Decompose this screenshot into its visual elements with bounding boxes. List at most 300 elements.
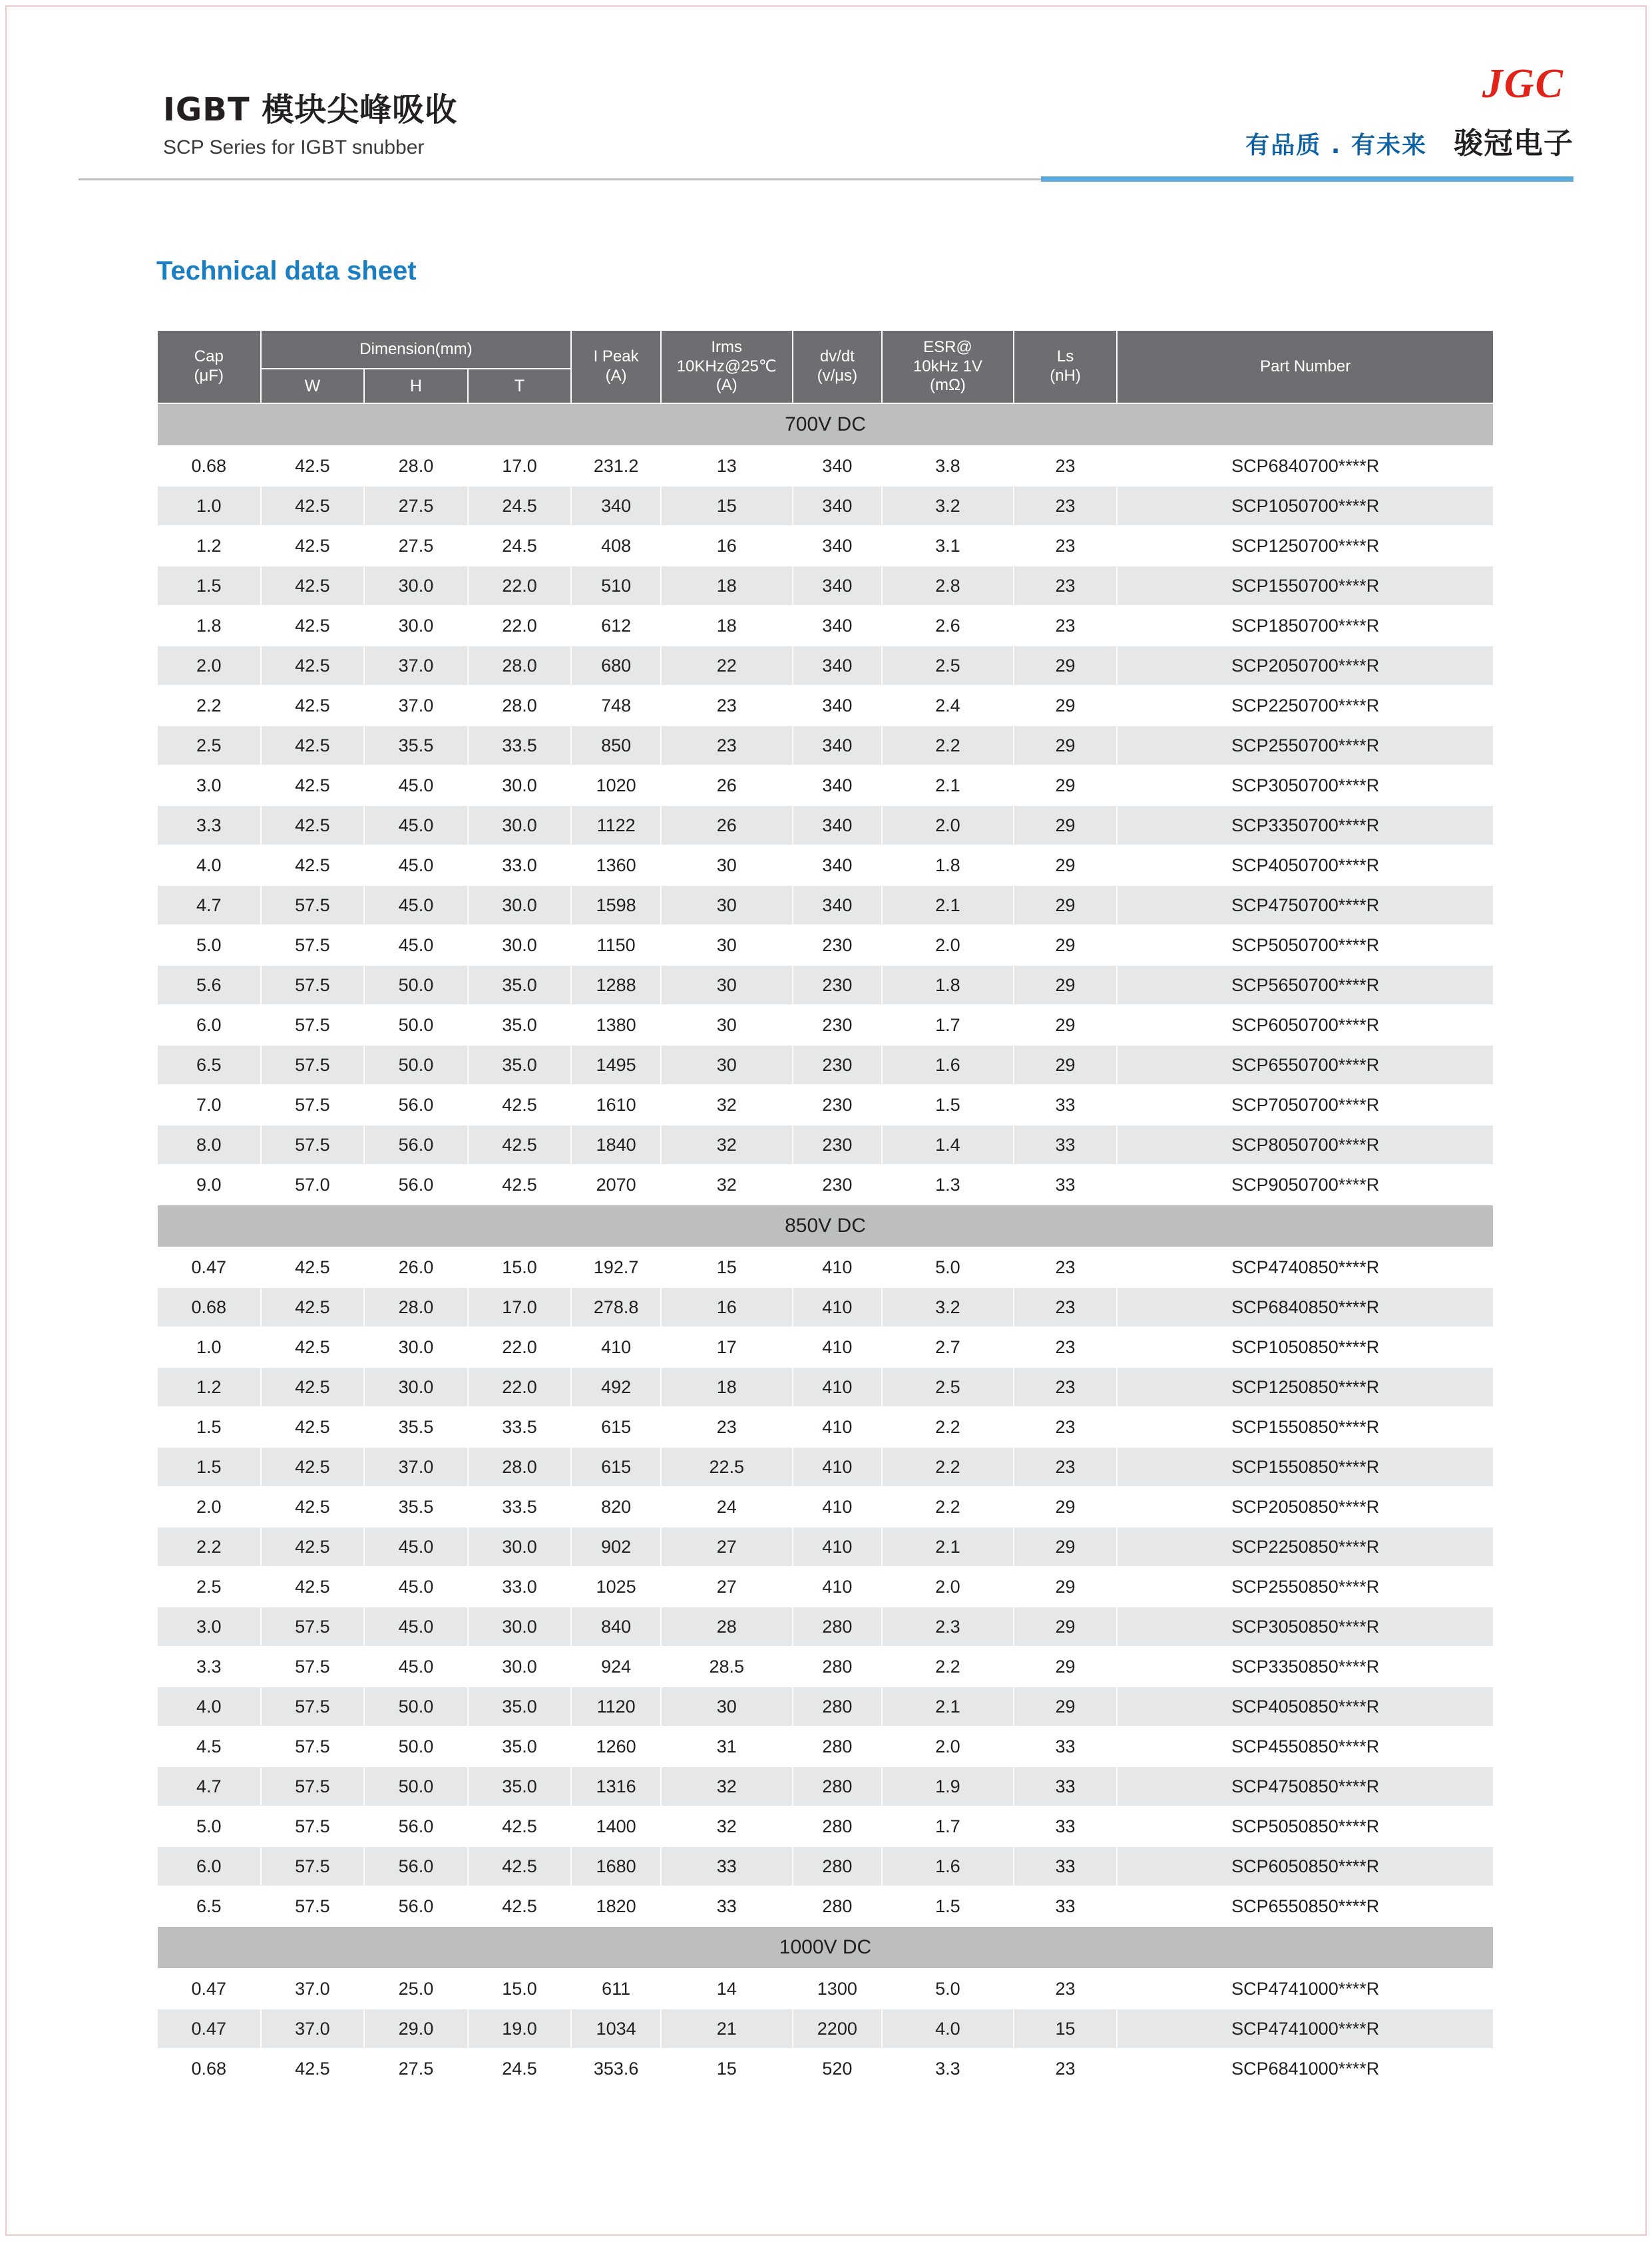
- table-row: [157, 606, 1494, 646]
- header-irms: [661, 330, 793, 403]
- table-row: [157, 446, 1494, 486]
- header-ls-line2: (nH): [1050, 367, 1081, 385]
- cell-ipeak: 611: [571, 1969, 661, 2009]
- header-dvdt: [793, 330, 883, 403]
- cell-ls: 29: [1014, 805, 1118, 845]
- cell-esr: 1.8: [882, 965, 1014, 1005]
- cell-ipeak: 1316: [571, 1766, 661, 1806]
- cell-esr: 2.2: [882, 1647, 1014, 1687]
- table-row: [157, 845, 1494, 885]
- cell-thickness: 42.5: [468, 1125, 572, 1165]
- cell-width: 42.5: [261, 566, 365, 606]
- cell-ls: 15: [1014, 2009, 1118, 2049]
- header-height: H: [364, 369, 468, 403]
- cell-part-number: SCP4750700****R: [1117, 885, 1494, 925]
- cell-cap: 6.0: [157, 1005, 261, 1045]
- cell-height: 37.0: [364, 1447, 468, 1487]
- cell-height: 37.0: [364, 646, 468, 686]
- cell-ls: 23: [1014, 566, 1118, 606]
- cell-ipeak: 840: [571, 1607, 661, 1647]
- table-row: [157, 1327, 1494, 1367]
- cell-cap: 3.3: [157, 1647, 261, 1687]
- cell-ls: 29: [1014, 1647, 1118, 1687]
- cell-irms: 32: [661, 1125, 793, 1165]
- cell-ls: 23: [1014, 1969, 1118, 2009]
- cell-cap: 0.68: [157, 446, 261, 486]
- cell-esr: 2.2: [882, 1487, 1014, 1527]
- cell-irms: 23: [661, 1407, 793, 1447]
- cell-dvdt: 340: [793, 566, 883, 606]
- cell-ipeak: 278.8: [571, 1287, 661, 1327]
- cell-cap: 5.6: [157, 965, 261, 1005]
- cell-height: 50.0: [364, 1766, 468, 1806]
- cell-ipeak: 1840: [571, 1125, 661, 1165]
- cell-dvdt: 410: [793, 1367, 883, 1407]
- cell-irms: 32: [661, 1806, 793, 1846]
- cell-height: 29.0: [364, 2009, 468, 2049]
- cell-part-number: SCP1050850****R: [1117, 1327, 1494, 1367]
- cell-dvdt: 410: [793, 1407, 883, 1447]
- cell-part-number: SCP5050700****R: [1117, 925, 1494, 965]
- cell-cap: 1.2: [157, 1367, 261, 1407]
- table-row: [157, 646, 1494, 686]
- cell-dvdt: 230: [793, 965, 883, 1005]
- cell-cap: 6.0: [157, 1846, 261, 1886]
- cell-esr: 2.4: [882, 686, 1014, 725]
- cell-esr: 1.3: [882, 1165, 1014, 1205]
- cell-irms: 21: [661, 2009, 793, 2049]
- cell-thickness: 35.0: [468, 1045, 572, 1085]
- cell-part-number: SCP3350700****R: [1117, 805, 1494, 845]
- cell-height: 56.0: [364, 1165, 468, 1205]
- header-ipeak: [571, 330, 661, 403]
- cell-part-number: SCP5650700****R: [1117, 965, 1494, 1005]
- table-row: [157, 1287, 1494, 1327]
- cell-ls: 23: [1014, 486, 1118, 526]
- cell-thickness: 30.0: [468, 765, 572, 805]
- cell-thickness: 22.0: [468, 1367, 572, 1407]
- cell-irms: 18: [661, 606, 793, 646]
- cell-part-number: SCP2550850****R: [1117, 1567, 1494, 1607]
- cell-height: 50.0: [364, 965, 468, 1005]
- cell-ls: 29: [1014, 1005, 1118, 1045]
- cell-cap: 1.2: [157, 526, 261, 566]
- header-dimension: Dimension(mm): [261, 330, 572, 369]
- table-row: [157, 2049, 1494, 2089]
- cell-thickness: 42.5: [468, 1085, 572, 1125]
- document-title-en: SCP Series for IGBT snubber: [163, 136, 425, 159]
- cell-part-number: SCP2250700****R: [1117, 686, 1494, 725]
- cell-cap: 2.0: [157, 1487, 261, 1527]
- cell-height: 28.0: [364, 1287, 468, 1327]
- cell-height: 30.0: [364, 1327, 468, 1367]
- cell-irms: 32: [661, 1766, 793, 1806]
- cell-part-number: SCP1250850****R: [1117, 1367, 1494, 1407]
- cell-part-number: SCP1550700****R: [1117, 566, 1494, 606]
- cell-dvdt: 280: [793, 1886, 883, 1926]
- cell-ipeak: 231.2: [571, 446, 661, 486]
- table-row: [157, 686, 1494, 725]
- cell-thickness: 22.0: [468, 606, 572, 646]
- cell-esr: 2.1: [882, 1527, 1014, 1567]
- cell-part-number: SCP9050700****R: [1117, 1165, 1494, 1205]
- cell-ls: 33: [1014, 1165, 1118, 1205]
- cell-width: 42.5: [261, 1367, 365, 1407]
- cell-irms: 23: [661, 725, 793, 765]
- cell-ls: 33: [1014, 1085, 1118, 1125]
- cell-thickness: 33.5: [468, 1407, 572, 1447]
- cell-ls: 29: [1014, 765, 1118, 805]
- cell-dvdt: 340: [793, 686, 883, 725]
- cell-ipeak: 410: [571, 1327, 661, 1367]
- cell-ipeak: 902: [571, 1527, 661, 1567]
- cell-esr: 3.1: [882, 526, 1014, 566]
- cell-cap: 6.5: [157, 1045, 261, 1085]
- cell-height: 35.5: [364, 1407, 468, 1447]
- cell-part-number: SCP1050700****R: [1117, 486, 1494, 526]
- cell-ipeak: 1288: [571, 965, 661, 1005]
- cell-width: 37.0: [261, 2009, 365, 2049]
- cell-dvdt: 340: [793, 885, 883, 925]
- cell-esr: 2.1: [882, 765, 1014, 805]
- cell-dvdt: 280: [793, 1806, 883, 1846]
- cell-width: 57.5: [261, 1886, 365, 1926]
- cell-irms: 14: [661, 1969, 793, 2009]
- cell-width: 42.5: [261, 1287, 365, 1327]
- section-title: Technical data sheet: [156, 256, 417, 286]
- voltage-band-label: 1000V DC: [157, 1926, 1494, 1969]
- header-ls: [1014, 330, 1118, 403]
- document-title-cn: IGBT 模块尖峰吸收: [163, 91, 458, 128]
- cell-width: 57.5: [261, 1045, 365, 1085]
- cell-ls: 29: [1014, 845, 1118, 885]
- cell-height: 56.0: [364, 1806, 468, 1846]
- cell-width: 57.5: [261, 965, 365, 1005]
- cell-esr: 1.6: [882, 1045, 1014, 1085]
- cell-dvdt: 2200: [793, 2009, 883, 2049]
- cell-cap: 3.0: [157, 765, 261, 805]
- cell-ls: 23: [1014, 1247, 1118, 1287]
- cell-esr: 1.7: [882, 1005, 1014, 1045]
- cell-width: 42.5: [261, 486, 365, 526]
- cell-ls: 29: [1014, 1487, 1118, 1527]
- cell-thickness: 42.5: [468, 1806, 572, 1846]
- cell-cap: 3.3: [157, 805, 261, 845]
- voltage-band-row: [157, 1926, 1494, 1969]
- cell-dvdt: 1300: [793, 1969, 883, 2009]
- cell-part-number: SCP1550850****R: [1117, 1407, 1494, 1447]
- table-header-row-1: [157, 330, 1494, 369]
- cell-thickness: 30.0: [468, 1527, 572, 1567]
- cell-dvdt: 340: [793, 805, 883, 845]
- cell-irms: 15: [661, 486, 793, 526]
- cell-dvdt: 230: [793, 925, 883, 965]
- cell-width: 57.5: [261, 1607, 365, 1647]
- cell-ipeak: 820: [571, 1487, 661, 1527]
- cell-part-number: SCP2050850****R: [1117, 1487, 1494, 1527]
- cell-cap: 5.0: [157, 925, 261, 965]
- cell-ipeak: 408: [571, 526, 661, 566]
- cell-dvdt: 340: [793, 845, 883, 885]
- cell-ls: 29: [1014, 1527, 1118, 1567]
- cell-esr: 2.0: [882, 925, 1014, 965]
- cell-cap: 4.7: [157, 1766, 261, 1806]
- cell-part-number: SCP6050850****R: [1117, 1846, 1494, 1886]
- cell-thickness: 42.5: [468, 1846, 572, 1886]
- cell-width: 57.5: [261, 1846, 365, 1886]
- cell-part-number: SCP4740850****R: [1117, 1247, 1494, 1287]
- cell-esr: 2.8: [882, 566, 1014, 606]
- cell-thickness: 30.0: [468, 805, 572, 845]
- cell-height: 45.0: [364, 885, 468, 925]
- table-row: [157, 1886, 1494, 1926]
- table-row: [157, 526, 1494, 566]
- cell-irms: 16: [661, 526, 793, 566]
- cell-esr: 1.6: [882, 1846, 1014, 1886]
- cell-esr: 2.6: [882, 606, 1014, 646]
- cell-width: 57.5: [261, 1806, 365, 1846]
- cell-ipeak: 680: [571, 646, 661, 686]
- cell-dvdt: 410: [793, 1487, 883, 1527]
- cell-thickness: 33.0: [468, 845, 572, 885]
- cell-cap: 1.5: [157, 1407, 261, 1447]
- company-name-cn: 骏冠电子: [1454, 126, 1573, 160]
- cell-ipeak: 1020: [571, 765, 661, 805]
- cell-irms: 30: [661, 845, 793, 885]
- cell-ipeak: 492: [571, 1367, 661, 1407]
- cell-thickness: 35.0: [468, 1727, 572, 1766]
- cell-thickness: 42.5: [468, 1886, 572, 1926]
- table-row: [157, 925, 1494, 965]
- cell-ls: 23: [1014, 606, 1118, 646]
- cell-part-number: SCP4741000****R: [1117, 1969, 1494, 2009]
- cell-height: 50.0: [364, 1005, 468, 1045]
- cell-ls: 33: [1014, 1766, 1118, 1806]
- cell-dvdt: 340: [793, 526, 883, 566]
- header-ipeak-line2: (A): [605, 367, 627, 385]
- cell-cap: 1.8: [157, 606, 261, 646]
- cell-irms: 15: [661, 2049, 793, 2089]
- cell-irms: 26: [661, 765, 793, 805]
- cell-thickness: 30.0: [468, 885, 572, 925]
- cell-ls: 29: [1014, 965, 1118, 1005]
- cell-part-number: SCP7050700****R: [1117, 1085, 1494, 1125]
- cell-height: 45.0: [364, 805, 468, 845]
- cell-thickness: 33.5: [468, 725, 572, 765]
- table-row: [157, 765, 1494, 805]
- header-width: W: [261, 369, 365, 403]
- cell-height: 50.0: [364, 1727, 468, 1766]
- cell-ipeak: 1025: [571, 1567, 661, 1607]
- cell-ipeak: 1122: [571, 805, 661, 845]
- cell-height: 45.0: [364, 1527, 468, 1567]
- cell-width: 42.5: [261, 1487, 365, 1527]
- header-irms-line1: Irms: [711, 337, 743, 356]
- cell-dvdt: 340: [793, 725, 883, 765]
- table-row: [157, 805, 1494, 845]
- cell-part-number: SCP4741000****R: [1117, 2009, 1494, 2049]
- cell-esr: 3.2: [882, 486, 1014, 526]
- technical-data-table: [156, 329, 1494, 2089]
- cell-cap: 4.5: [157, 1727, 261, 1766]
- cell-ipeak: 850: [571, 725, 661, 765]
- cell-thickness: 22.0: [468, 566, 572, 606]
- cell-esr: 2.1: [882, 885, 1014, 925]
- cell-height: 26.0: [364, 1247, 468, 1287]
- cell-thickness: 17.0: [468, 1287, 572, 1327]
- cell-ls: 23: [1014, 1327, 1118, 1367]
- cell-esr: 3.2: [882, 1287, 1014, 1327]
- cell-thickness: 28.0: [468, 646, 572, 686]
- cell-irms: 18: [661, 1367, 793, 1407]
- cell-dvdt: 230: [793, 1165, 883, 1205]
- cell-height: 35.5: [364, 725, 468, 765]
- cell-esr: 2.0: [882, 1567, 1014, 1607]
- brand-block: [1245, 63, 1573, 162]
- cell-ipeak: 510: [571, 566, 661, 606]
- cell-irms: 22.5: [661, 1447, 793, 1487]
- cell-ipeak: 353.6: [571, 2049, 661, 2089]
- cell-irms: 13: [661, 446, 793, 486]
- header-title-block: [163, 92, 457, 159]
- cell-dvdt: 280: [793, 1766, 883, 1806]
- cell-irms: 31: [661, 1727, 793, 1766]
- cell-thickness: 33.0: [468, 1567, 572, 1607]
- table-row: [157, 1045, 1494, 1085]
- header-esr: [882, 330, 1014, 403]
- cell-esr: 1.4: [882, 1125, 1014, 1165]
- cell-cap: 1.0: [157, 1327, 261, 1367]
- cell-ls: 33: [1014, 1125, 1118, 1165]
- cell-thickness: 24.5: [468, 526, 572, 566]
- cell-part-number: SCP1250700****R: [1117, 526, 1494, 566]
- cell-thickness: 24.5: [468, 2049, 572, 2089]
- cell-ipeak: 1034: [571, 2009, 661, 2049]
- cell-height: 30.0: [364, 606, 468, 646]
- cell-ls: 33: [1014, 1886, 1118, 1926]
- company-logo: JGC: [1482, 61, 1564, 106]
- cell-width: 57.5: [261, 925, 365, 965]
- cell-irms: 30: [661, 1687, 793, 1727]
- cell-dvdt: 410: [793, 1287, 883, 1327]
- cell-ls: 29: [1014, 1687, 1118, 1727]
- table-body: [157, 403, 1494, 2089]
- cell-irms: 22: [661, 646, 793, 686]
- cell-irms: 28.5: [661, 1647, 793, 1687]
- cell-ls: 29: [1014, 646, 1118, 686]
- cell-height: 30.0: [364, 566, 468, 606]
- cell-irms: 32: [661, 1165, 793, 1205]
- cell-irms: 30: [661, 925, 793, 965]
- cell-height: 45.0: [364, 1647, 468, 1687]
- cell-ipeak: 1360: [571, 845, 661, 885]
- table-row: [157, 566, 1494, 606]
- table-row: [157, 1447, 1494, 1487]
- cell-thickness: 35.0: [468, 1005, 572, 1045]
- cell-width: 42.5: [261, 526, 365, 566]
- cell-width: 42.5: [261, 1567, 365, 1607]
- cell-ls: 23: [1014, 1447, 1118, 1487]
- cell-ls: 23: [1014, 1287, 1118, 1327]
- cell-cap: 4.0: [157, 1687, 261, 1727]
- table-row: [157, 1969, 1494, 2009]
- page-header: [0, 0, 1652, 178]
- cell-thickness: 35.0: [468, 965, 572, 1005]
- cell-esr: 3.3: [882, 2049, 1014, 2089]
- cell-esr: 2.5: [882, 1367, 1014, 1407]
- cell-ls: 29: [1014, 925, 1118, 965]
- cell-ls: 29: [1014, 686, 1118, 725]
- cell-esr: 1.8: [882, 845, 1014, 885]
- header-divider-accent: [1041, 176, 1573, 182]
- cell-width: 42.5: [261, 1407, 365, 1447]
- cell-height: 28.0: [364, 446, 468, 486]
- header-esr-line1: ESR@: [923, 337, 972, 356]
- cell-thickness: 35.0: [468, 1766, 572, 1806]
- cell-width: 42.5: [261, 606, 365, 646]
- cell-height: 27.5: [364, 486, 468, 526]
- cell-cap: 2.0: [157, 646, 261, 686]
- header-cap: [157, 330, 261, 403]
- table-row: [157, 1367, 1494, 1407]
- cell-height: 37.0: [364, 686, 468, 725]
- table-row: [157, 1125, 1494, 1165]
- cell-cap: 4.0: [157, 845, 261, 885]
- cell-irms: 18: [661, 566, 793, 606]
- cell-ls: 29: [1014, 1607, 1118, 1647]
- cell-width: 57.5: [261, 1766, 365, 1806]
- cell-cap: 1.0: [157, 486, 261, 526]
- cell-esr: 2.0: [882, 1727, 1014, 1766]
- cell-irms: 30: [661, 1045, 793, 1085]
- cell-dvdt: 280: [793, 1647, 883, 1687]
- cell-height: 56.0: [364, 1886, 468, 1926]
- table-row: [157, 486, 1494, 526]
- cell-part-number: SCP2050700****R: [1117, 646, 1494, 686]
- cell-cap: 0.68: [157, 2049, 261, 2089]
- cell-width: 57.5: [261, 1125, 365, 1165]
- cell-ls: 29: [1014, 1045, 1118, 1085]
- header-irms-line2: 10KHz@25℃: [676, 357, 777, 375]
- cell-ipeak: 924: [571, 1647, 661, 1687]
- cell-irms: 24: [661, 1487, 793, 1527]
- cell-ls: 29: [1014, 725, 1118, 765]
- cell-height: 45.0: [364, 1567, 468, 1607]
- cell-esr: 2.1: [882, 1687, 1014, 1727]
- cell-cap: 7.0: [157, 1085, 261, 1125]
- table-row: [157, 1687, 1494, 1727]
- cell-cap: 2.2: [157, 1527, 261, 1567]
- cell-dvdt: 230: [793, 1085, 883, 1125]
- cell-ipeak: 1495: [571, 1045, 661, 1085]
- table-row: [157, 1846, 1494, 1886]
- cell-width: 57.5: [261, 1687, 365, 1727]
- cell-irms: 32: [661, 1085, 793, 1125]
- header-cap-line1: Cap: [194, 347, 224, 366]
- table-row: [157, 1247, 1494, 1287]
- cell-part-number: SCP3050850****R: [1117, 1607, 1494, 1647]
- cell-height: 45.0: [364, 765, 468, 805]
- cell-width: 42.5: [261, 1327, 365, 1367]
- cell-dvdt: 410: [793, 1527, 883, 1567]
- cell-esr: 2.7: [882, 1327, 1014, 1367]
- cell-height: 45.0: [364, 1607, 468, 1647]
- cell-esr: 1.5: [882, 1886, 1014, 1926]
- cell-cap: 0.47: [157, 1247, 261, 1287]
- cell-cap: 1.5: [157, 566, 261, 606]
- cell-ipeak: 2070: [571, 1165, 661, 1205]
- cell-irms: 23: [661, 686, 793, 725]
